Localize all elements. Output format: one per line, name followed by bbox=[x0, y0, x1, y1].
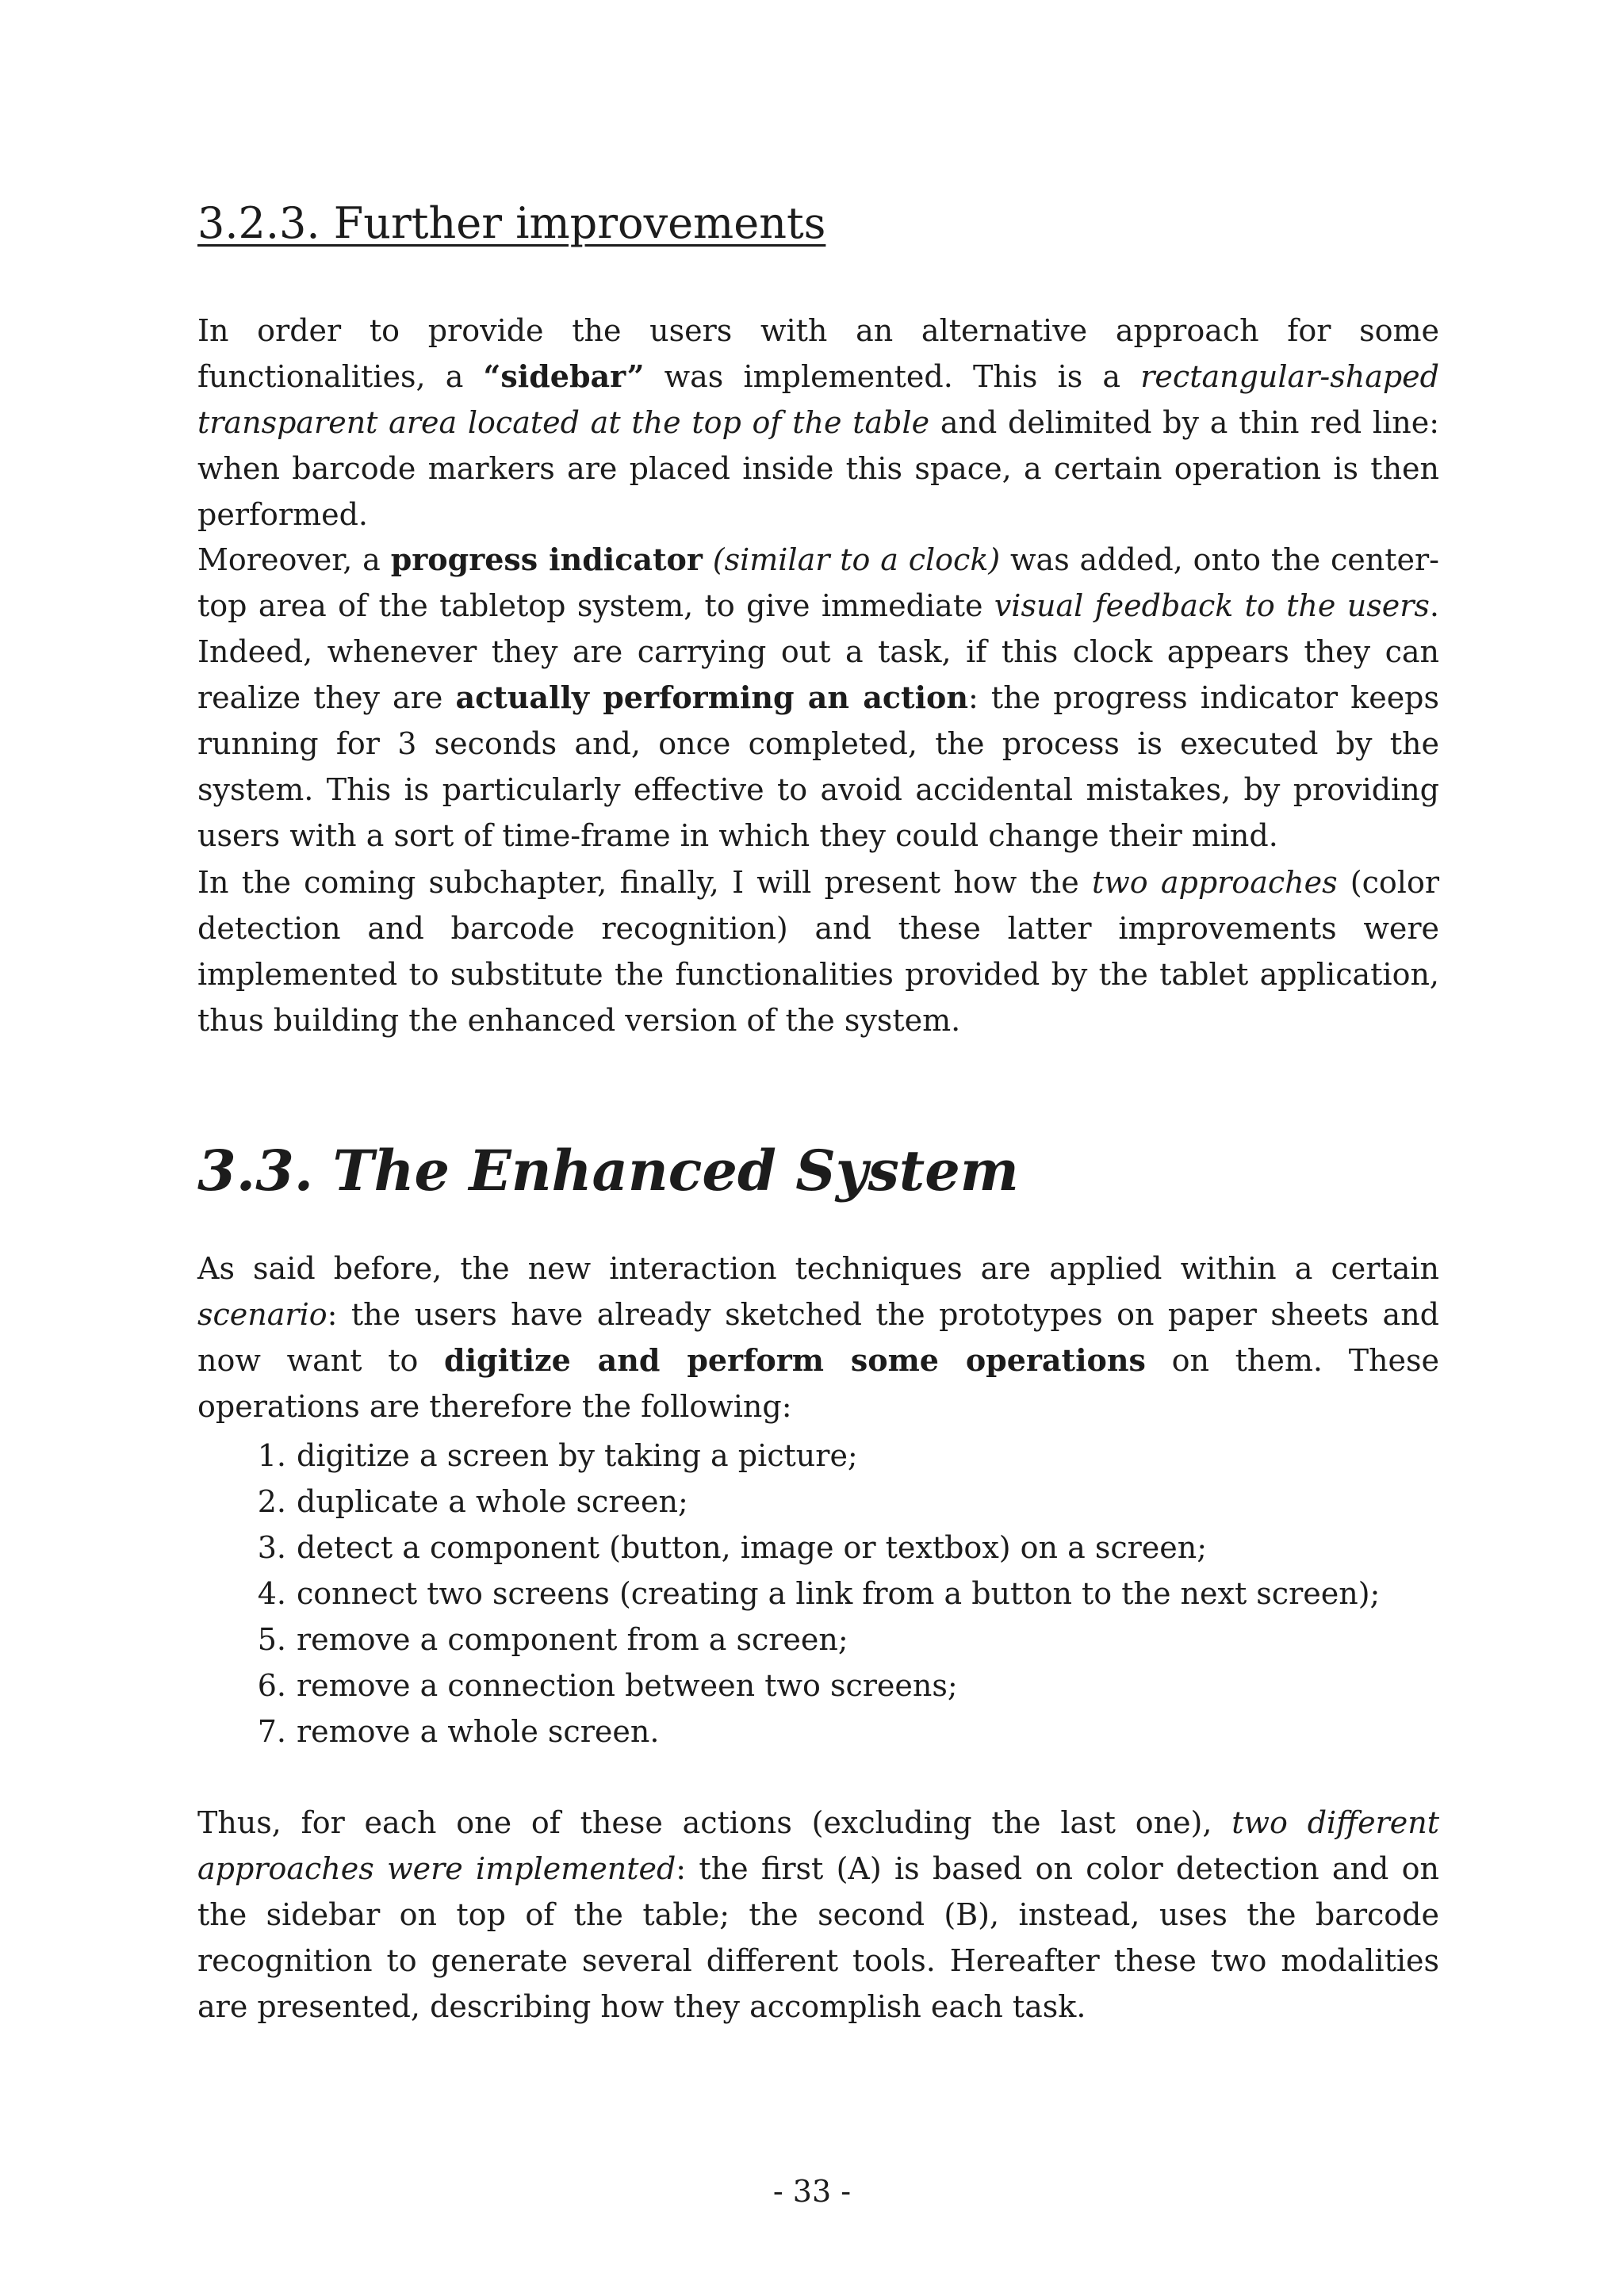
list-item bbox=[197, 1433, 1439, 1479]
list-item-text: connect two screens (creating a link from a button to the next screen); bbox=[297, 1576, 1381, 1611]
list-item-text: digitize a screen by taking a picture; bbox=[297, 1438, 858, 1473]
list-item bbox=[197, 1663, 1439, 1709]
text-run: was implemented. This is a bbox=[644, 359, 1141, 394]
bold-phrase: digitize and perform some operations bbox=[444, 1342, 1146, 1378]
paragraph-scenario bbox=[197, 1246, 1439, 1429]
list-number: 6. bbox=[257, 1668, 286, 1703]
list-number: 4. bbox=[257, 1576, 286, 1611]
list-item bbox=[197, 1709, 1439, 1755]
list-number: 7. bbox=[257, 1714, 286, 1749]
text-run: on them. These operations are therefore the following: bbox=[197, 1343, 1439, 1424]
bold-term-sidebar: “sidebar” bbox=[483, 358, 645, 394]
page-number: - 33 - bbox=[772, 2174, 852, 2209]
chapter-heading: 3.3. The Enhanced System bbox=[197, 1138, 1019, 1203]
text-run: . Indeed, whenever they are carrying out a task, if this clock appears they can realize they are bbox=[197, 588, 1439, 715]
list-item-text: duplicate a whole screen; bbox=[297, 1484, 688, 1519]
paragraph-coming-subchapter bbox=[197, 859, 1439, 1043]
list-number: 1. bbox=[257, 1438, 286, 1473]
paragraph-progress-indicator bbox=[197, 537, 1439, 859]
text-run: : the users have already sketched the prototypes on paper sheets and now want to bbox=[197, 1297, 1439, 1378]
italic-phrase: visual feedback to the users bbox=[994, 588, 1430, 623]
text-run: and delimited by a thin red line: when barcode markers are placed inside this space, a certain operation is then performed. bbox=[197, 405, 1439, 532]
list-number: 2. bbox=[257, 1484, 286, 1519]
text-run: (color detection and barcode recognition) and these latter improvements were implemented to substitute the functionalities provided by the tablet application, thus building the enhanced version of the system. bbox=[197, 865, 1439, 1038]
list-item bbox=[197, 1571, 1439, 1617]
list-item bbox=[197, 1525, 1439, 1571]
italic-phrase: scenario bbox=[197, 1297, 327, 1332]
bold-phrase: actually performing an action bbox=[455, 679, 969, 715]
list-item-text: remove a component from a screen; bbox=[297, 1622, 848, 1657]
operations-list bbox=[197, 1433, 1439, 1755]
italic-phrase: two approaches bbox=[1091, 865, 1338, 900]
list-number: 5. bbox=[257, 1622, 286, 1657]
text-run: was added, onto the center-top area of the tabletop system, to give immediate bbox=[197, 542, 1439, 623]
text-run: : the progress indicator keeps running for 3 seconds and, once completed, the process is executed by the system. This is particularly effective to avoid accidental mistakes, by providing users with a sort of time-frame in which they could change their mind. bbox=[197, 680, 1440, 853]
text-run: As said before, the new interaction techniques are applied within a certain bbox=[197, 1251, 1439, 1286]
bold-term-progress-indicator: progress indicator bbox=[390, 541, 703, 577]
text-run bbox=[703, 542, 713, 577]
text-run: Thus, for each one of these actions (excluding the last one), bbox=[197, 1805, 1232, 1840]
list-item-text: remove a whole screen. bbox=[297, 1714, 660, 1749]
list-item bbox=[197, 1479, 1439, 1525]
paragraph-approaches bbox=[197, 1800, 1439, 2030]
italic-phrase: two different approaches were implemented bbox=[197, 1805, 1439, 1886]
text-run: Moreover, a bbox=[197, 542, 391, 577]
italic-phrase: (similar to a clock) bbox=[712, 542, 1001, 577]
italic-phrase: rectangular-shaped transparent area located at the top of the table bbox=[197, 359, 1439, 440]
section-heading: 3.2.3. Further improvements bbox=[197, 198, 826, 248]
list-item-text: remove a connection between two screens; bbox=[297, 1668, 958, 1703]
paragraph-sidebar bbox=[197, 308, 1439, 538]
list-item bbox=[197, 1617, 1439, 1663]
text-run: In the coming subchapter, finally, I will present how the bbox=[197, 865, 1092, 900]
text-run: In order to provide the users with an alternative approach for some functionalities, a bbox=[197, 313, 1439, 394]
list-number: 3. bbox=[257, 1530, 286, 1565]
list-item-text: detect a component (button, image or textbox) on a screen; bbox=[297, 1530, 1208, 1565]
text-run: : the first (A) is based on color detection and on the sidebar on top of the table; the second (B), instead, uses the barcode recognition to generate several different tools. Hereafter these two modalities are presented, describing how they accomplish each task. bbox=[197, 1851, 1439, 2024]
